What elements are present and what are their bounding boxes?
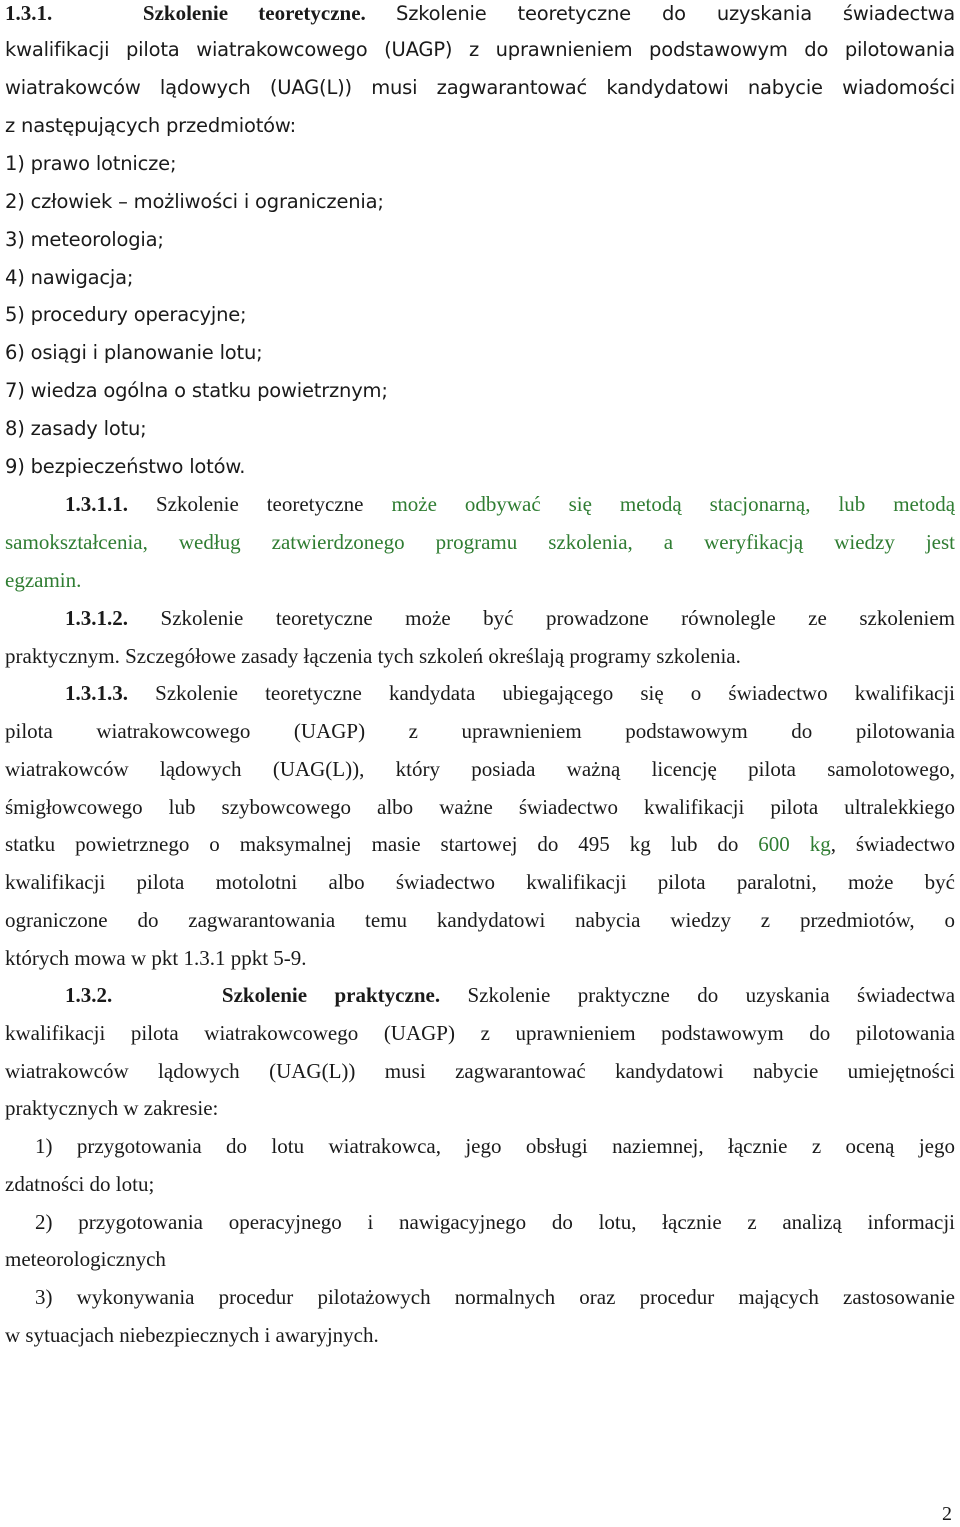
section-1313-line-8: których mowa w pkt 1.3.1 ppkt 5-9.: [5, 946, 307, 970]
section-1311-line-1: [5, 491, 955, 517]
section-heading: Szkolenie praktyczne.: [221, 983, 441, 1007]
section-1312-line-1: [5, 605, 955, 631]
subject-item: 9) bezpieczeństwo lotów.: [5, 455, 246, 478]
section-number: 1.3.2.: [65, 983, 113, 1007]
section-1313-line-2: pilota wiatrakowcowego (UAGP) z uprawnieniem podstawowym do pilotowania: [5, 719, 955, 743]
section-text: Szkolenie teoretyczne kandydata ubiegającego się o świadectwo kwalifikacji: [155, 681, 955, 705]
section-text: , świadectwo: [830, 832, 955, 856]
subject-item: 8) zasady lotu;: [5, 417, 147, 440]
section-131-line-3: wiatrakowców lądowych (UAG(L)) musi zagwarantować kandydatowi nabycie wiadomości: [5, 76, 955, 99]
section-131-line-1: [5, 0, 955, 27]
section-132-line-4: praktycznych w zakresie:: [5, 1096, 219, 1120]
subject-item: 7) wiedza ogólna o statku powietrznym;: [5, 379, 388, 402]
subject-item: 2) człowiek – możliwości i ograniczenia;: [5, 190, 384, 213]
practical-item-2: 2) przygotowania operacyjnego i nawigacyjnego do lotu, łącznie z analizą informacji: [35, 1210, 955, 1234]
practical-item-3-cont: w sytuacjach niebezpiecznych i awaryjnych.: [5, 1323, 379, 1347]
section-number: 1.3.1.1.: [65, 492, 128, 516]
section-1311-line-2: samokształcenia, według zatwierdzonego programu szkolenia, a weryfikacją wiedzy jest: [5, 530, 955, 554]
page-number: 2: [942, 1503, 952, 1525]
section-131-line-2: kwalifikacji pilota wiatrakowcowego (UAGP) z uprawnieniem podstawowym do pilotowania: [5, 38, 955, 61]
section-heading: Szkolenie teoretyczne.: [142, 1, 366, 25]
section-1313-line-4: śmigłowcowego lub szybowcowego albo ważne świadectwo kwalifikacji pilota ultralekkiego: [5, 795, 955, 819]
subject-item: 1) prawo lotnicze;: [5, 152, 177, 175]
section-text: Szkolenie teoretyczne może być prowadzone równolegle ze szkoleniem: [160, 606, 955, 630]
practical-item-2-cont: meteorologicznych: [5, 1247, 166, 1271]
amended-text: może odbywać się metodą stacjonarną, lub metodą: [391, 492, 955, 516]
section-text: Szkolenie teoretyczne: [155, 492, 364, 516]
section-number: 1.3.1.: [5, 1, 53, 25]
subject-item: 5) procedury operacyjne;: [5, 303, 247, 326]
section-1313-line-6: kwalifikacji pilota motolotni albo świadectwo kwalifikacji pilota paralotni, może być: [5, 870, 955, 894]
section-1313-line-1: [5, 680, 955, 706]
practical-item-1: 1) przygotowania do lotu wiatrakowca, jego obsługi naziemnej, łącznie z oceną jego: [35, 1134, 955, 1158]
section-text: Szkolenie praktyczne do uzyskania świadectwa: [467, 983, 955, 1007]
section-132-line-3: wiatrakowców lądowych (UAG(L)) musi zagwarantować kandydatowi nabycie umiejętności: [5, 1059, 955, 1083]
subject-item: 3) meteorologia;: [5, 228, 164, 251]
section-1313-line-3: wiatrakowców lądowych (UAG(L)), który posiada ważną licencję pilota samolotowego,: [5, 757, 955, 781]
section-number: 1.3.1.2.: [65, 606, 128, 630]
practical-item-1-cont: zdatności do lotu;: [5, 1172, 155, 1196]
practical-item-3: 3) wykonywania procedur pilotażowych normalnych oraz procedur mających zastosowanie: [35, 1285, 955, 1309]
section-1312-line-2: praktycznym. Szczegółowe zasady łączenia tych szkoleń określają programy szkolenia.: [5, 644, 741, 668]
section-132-line-1: [5, 982, 955, 1008]
subject-item: 4) nawigacja;: [5, 266, 134, 289]
section-text: statku powietrznego o maksymalnej masie startowej do 495 kg lub do: [5, 832, 739, 856]
subject-item: 6) osiągi i planowanie lotu;: [5, 341, 263, 364]
section-1313-line-5: [5, 831, 955, 857]
section-131-line-4: z następujących przedmiotów:: [5, 114, 296, 137]
section-1311-line-3: egzamin.: [5, 568, 82, 592]
section-text: Szkolenie teoretyczne do uzyskania świadectwa: [396, 2, 955, 25]
section-1313-line-7: ograniczone do zagwarantowania temu kandydatowi nabycia wiedzy z przedmiotów, o: [5, 908, 955, 932]
amended-text: 600 kg: [758, 832, 831, 856]
section-132-line-2: kwalifikacji pilota wiatrakowcowego (UAGP) z uprawnieniem podstawowym do pilotowania: [5, 1021, 955, 1045]
section-number: 1.3.1.3.: [65, 681, 128, 705]
